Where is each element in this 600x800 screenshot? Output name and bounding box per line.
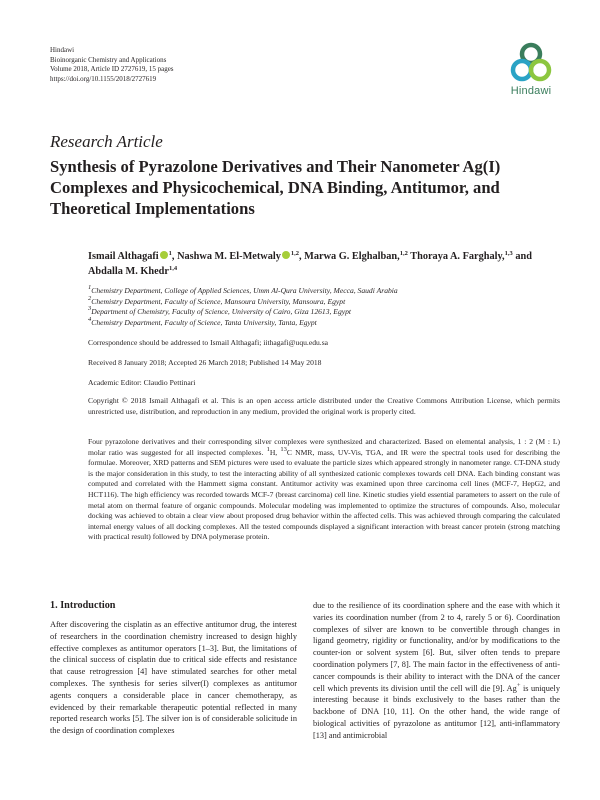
author-name: Thoraya A. Farghaly, <box>410 251 505 262</box>
affiliation-item: $^3$Department of Chemistry, Faculty of Science, University of Cairo, Giza 12613, Egypt <box>88 305 352 317</box>
abstract: Four pyrazolone derivatives and their corresponding silver complexes were synthesized and characterized. Based on elemental analysis, 1 : 2 (M : L) molar ratio was suggested for all inspected complexes. $^1$H, $^{13}$C NMR, mass, UV-Vis, TGA, and IR were the spectral tools used for describing the formulae. Moreover, XRD patterns and SEM pictures were used to evaluate the particle sizes which appeared strongly in nanometer range. CT-DNA study is the major consideration in this study, to test the interacting ability of all synthesized cationic complexes towards cell DNA. Each binding constant was computed and correlated with the Hammett sigma constant. Antitumor activity was examined upon three carcinoma cell lines (MCF-7, HepG2, and HCT116). The high efficiency was recorded towards MCF-7 (breast carcinoma) cell line. Kinetic studies yield essential parameters to assert on the rule of metal atom on thermal feature of organic compounds. Molecular modeling was implemented to optimize the structures of compounds. Also, molecular docking was achieved to obtain a clear view about proposed drug behavior within the affected cells. This was achieved through comparing the calculated internal energy values of all docking complexes. All the tested compounds displayed a significant interaction with breast cancer protein (strong matching with practical result) followed by DNA polymerase protein. <box>88 437 560 542</box>
introduction-left-column: After discovering the cisplatin as an effective antitumor drug, the interest of researchers in the coordination chemistry increased to design highly effective complexes as antitumor operators [1–3]. But, the limitations of the clinical success of cisplatin due to critical side effects and resistance that cause retrogression [4] have stimulated searches for other metal complexes. The synthesis for series silver(I) complexes as antitumor agents conquers a considerable place in cancer chemotherapy, as evidenced by their remarkable therapeutic potential reflected in many reported research works [5]. The silver ion is of considerable solicitude in the design of coordination complexes <box>50 620 297 736</box>
hindawi-logo-mark-icon <box>508 42 554 84</box>
author-name: Abdalla M. Khedr <box>88 265 169 277</box>
orcid-icon[interactable] <box>160 251 168 259</box>
author-list: Ismail Althagafi $^1$, Nashwa M. El-Metwaly $^{1,2}$, Marwa G. Elghalban,$^{1,2}$ Thoraya A. Farghaly,$^{1,3}$ and Abdalla M. Khedr$^{1,4}$ <box>88 250 532 277</box>
author-name: Nashwa M. El-Metwaly <box>177 251 281 262</box>
journal-name: Bioinorganic Chemistry and Applications <box>50 55 167 64</box>
journal-header <box>50 46 174 84</box>
affiliation-item: $^1$Chemistry Department, College of Applied Sciences, Umm Al-Qura University, Mecca, Saudi Arabia <box>88 284 398 295</box>
publication-dates: Received 8 January 2018; Accepted 26 March 2018; Published 14 May 2018 <box>88 358 322 367</box>
author-affiliation-sup: 1,4 <box>168 264 178 272</box>
hindawi-logo-wordmark: Hindawi <box>510 85 552 97</box>
paper-title: Synthesis of Pyrazolone Derivatives and Their Nanometer Ag(I) Complexes and Physicochemical, DNA Binding, Antitumor, and Theoretical Implementations <box>50 157 501 218</box>
orcid-icon[interactable] <box>282 251 290 259</box>
author-affiliation-sup: 1,3 <box>504 250 513 257</box>
author-name: Ismail Althagafi <box>88 251 159 262</box>
doi-link[interactable]: https://doi.org/10.1155/2018/2727619 <box>50 74 157 83</box>
affiliation-item: $^4$Chemistry Department, Faculty of Science, Tanta University, Tanta, Egypt <box>88 316 317 328</box>
hindawi-logo <box>498 42 564 110</box>
affiliation-item: $^2$Chemistry Department, Faculty of Science, Mansoura University, Mansoura, Egypt <box>88 294 346 306</box>
article-type: Research Article <box>50 132 163 151</box>
correspondence-line: Correspondence should be addressed to Ismail Althagafi; iithagafi@uqu.edu.sa <box>88 338 329 347</box>
volume-info: Volume 2018, Article ID 2727619, 15 pages <box>50 65 174 73</box>
author-affiliation-sup: 1 <box>168 250 172 257</box>
academic-editor: Academic Editor: Claudio Pettinari <box>88 378 196 387</box>
author-affiliation-sup: 1,2 <box>399 250 408 257</box>
section-heading-introduction: 1. Introduction <box>50 600 116 611</box>
author-affiliation-sup: 1,2 <box>290 250 300 257</box>
copyright-notice: Copyright © 2018 Ismail Althagafi et al. This is an open access article distributed under the Creative Commons Attribution License, which permits unrestricted use, distribution, and reproduction in any medium, provided the original work is properly cited. <box>88 396 560 416</box>
affiliation-list <box>88 286 398 329</box>
introduction-right-column: due to the resilience of its coordination sphere and the ease with which it varies its coordination number (from 2 to 4, rarely 5 or 6). Coordination complexes of silver are known to be convertible through changes in ligand geometry, rigidity or functionality, and/or by modifications to the counter-ion or solvent system [6]. But, silver often tends to prepare coordination polymers [7, 8]. The main factor in the effectiveness of anti-cancer compounds is their ability to interact with the DNA of the cancer cell which prevents its division until the cell will die [9]. Ag+ is uniquely interesting because it binds exclusively to the bases rather than the backbone of DNA [10, 11]. On the other hand, the wide range of biological activities of pyrazolone as antitumor [12], anti-inflammatory [13] and antimicrobial <box>313 601 560 740</box>
author-name: Marwa G. Elghalban, <box>304 251 400 262</box>
publisher-name: Hindawi <box>50 46 75 54</box>
